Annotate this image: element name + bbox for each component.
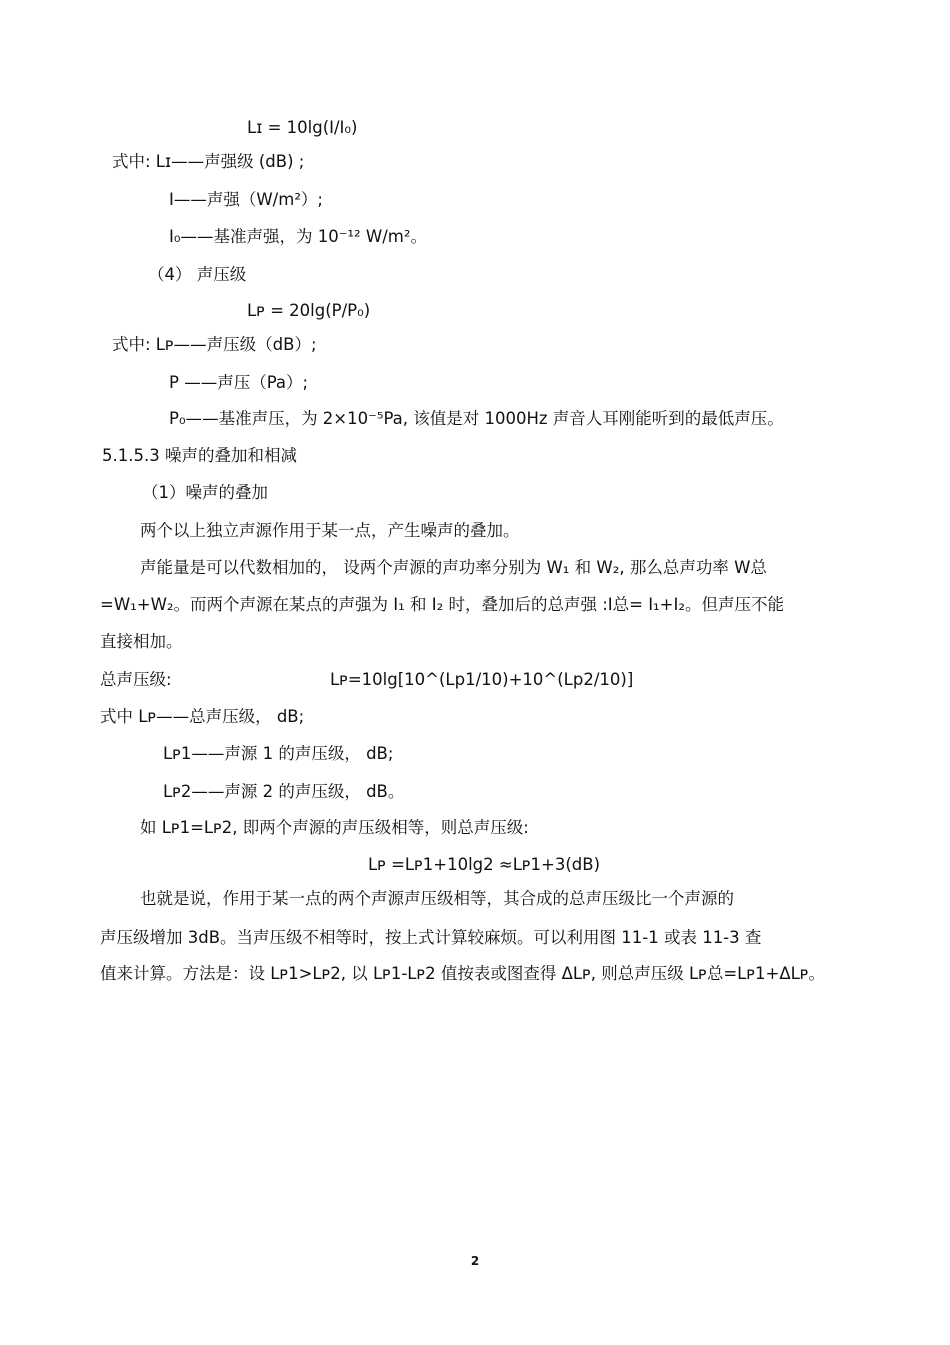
subsection-4-heading: （4） 声压级 [148, 265, 247, 284]
total-level-label: 总声压级: [100, 670, 172, 689]
subsection-1-heading: （1）噪声的叠加 [142, 483, 268, 502]
pressure-level-definition: 式中: Lᴘ——声压级（dB）; [112, 335, 317, 354]
formula-pressure-level: Lᴘ = 20lg(P/P₀) [247, 301, 371, 320]
lp2-definition: Lᴘ2——声源 2 的声压级， dB。 [163, 782, 405, 801]
page-number: 2 [470, 1254, 480, 1268]
intensity-definition: I——声强（W/m²）; [169, 190, 323, 209]
reference-intensity-definition: I₀——基准声强，为 10⁻¹² W/m²。 [169, 227, 427, 246]
paragraph-method-line-2: 声压级增加 3dB。当声压级不相等时，按上式计算较麻烦。可以利用图 11-1 或表 11-3 查 [100, 928, 762, 947]
paragraph-superposition: 两个以上独立声源作用于某一点，产生噪声的叠加。 [140, 521, 520, 540]
reference-pressure-definition: P₀——基准声压，为 2×10⁻⁵Pa, 该值是对 1000Hz 声音人耳刚能听到的最低声压。 [169, 409, 784, 428]
formula-intensity-level: Lɪ = 10lg(I/I₀) [247, 118, 358, 137]
paragraph-energy-line-3: 直接相加。 [100, 632, 183, 651]
paragraph-method-line-1: 也就是说，作用于某一点的两个声源声压级相等，其合成的总声压级比一个声源的 [140, 889, 734, 908]
paragraph-energy-line-1: 声能量是可以代数相加的， 设两个声源的声功率分别为 W₁ 和 W₂, 那么总声功率 W总 [140, 558, 767, 577]
total-level-definition: 式中 Lᴘ——总声压级， dB; [100, 707, 305, 726]
total-level-formula: Lᴘ=10lg[10^(Lp1/10)+10^(Lp2/10)] [330, 670, 634, 689]
lp1-definition: Lᴘ1——声源 1 的声压级， dB; [163, 744, 394, 763]
equal-levels-formula: Lᴘ =Lᴘ1+10lg2 ≈Lᴘ1+3(dB) [368, 855, 601, 874]
equal-levels-condition: 如 Lᴘ1=Lᴘ2, 即两个声源的声压级相等，则总声压级: [140, 818, 529, 837]
paragraph-energy-line-2: =W₁+W₂。而两个声源在某点的声强为 I₁ 和 I₂ 时，叠加后的总声强 :I总= I₁+I₂。但声压不能 [100, 595, 784, 614]
section-heading: 5.1.5.3 噪声的叠加和相减 [102, 446, 297, 465]
intensity-level-definition: 式中: Lɪ——声强级 (dB) ; [112, 152, 305, 171]
pressure-definition: P ——声压（Pa）; [169, 373, 309, 392]
paragraph-method-line-3: 值来计算。方法是：设 Lᴘ1>Lᴘ2, 以 Lᴘ1-Lᴘ2 值按表或图查得 ΔLᴘ, 则总声压级 Lᴘ总=Lᴘ1+ΔLᴘ。 [100, 964, 825, 983]
